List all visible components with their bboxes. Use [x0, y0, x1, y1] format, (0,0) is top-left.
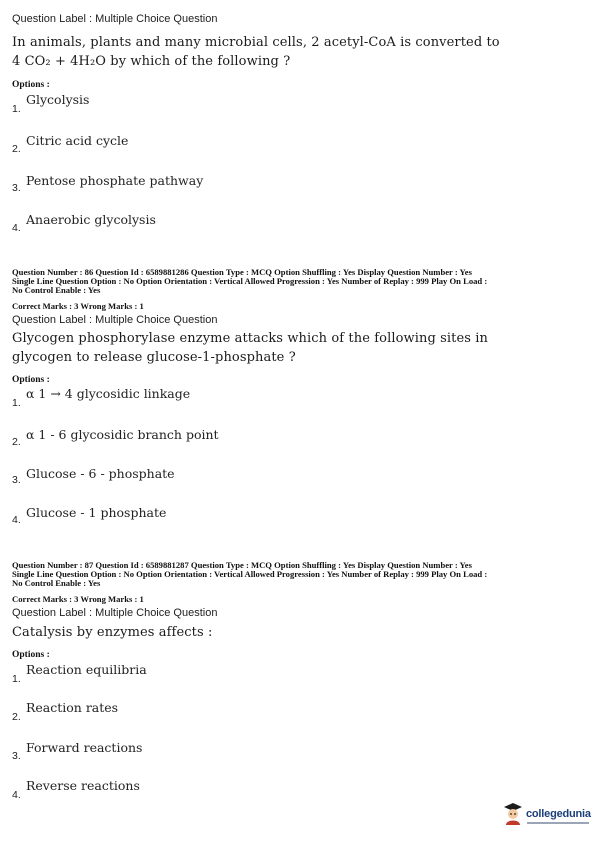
- option-number: 2.: [12, 143, 21, 155]
- question-label: Question Label : Multiple Choice Question: [12, 314, 218, 326]
- question-text-line: Glycogen phosphorylase enzyme attacks which of the following sites in: [12, 331, 489, 346]
- logo-text: collegedunia: [526, 808, 591, 820]
- option-text[interactable]: Pentose phosphate pathway: [26, 173, 204, 188]
- option-number: 2.: [12, 711, 21, 723]
- options-title: Options :: [12, 650, 50, 660]
- question-marks: Correct Marks : 3 Wrong Marks : 1: [12, 594, 144, 604]
- question-label: Question Label : Multiple Choice Question: [12, 13, 218, 25]
- logo-tagline-bar: [527, 822, 589, 824]
- question-meta-line: No Control Enable : Yes: [12, 578, 101, 588]
- option-number: 4.: [12, 514, 21, 526]
- graduate-avatar-icon: [503, 802, 523, 826]
- option-number: 4.: [12, 222, 21, 234]
- question-label: Question Label : Multiple Choice Question: [12, 607, 218, 619]
- option-number: 1.: [12, 673, 21, 685]
- question-meta-line: Single Line Question Option : No Option Orientation : Vertical Allowed Progression : Yes Number of Replay : 999 Play On Load :: [12, 276, 488, 286]
- option-text[interactable]: α 1 → 4 glycosidic linkage: [26, 386, 191, 401]
- option-text[interactable]: Reverse reactions: [26, 778, 140, 793]
- option-number: 1.: [12, 397, 21, 409]
- option-number: 3.: [12, 474, 21, 486]
- question-marks: Correct Marks : 3 Wrong Marks : 1: [12, 301, 144, 311]
- option-text[interactable]: Glucose - 1 phosphate: [26, 505, 167, 520]
- question-text-line: glycogen to release glucose-1-phosphate ?: [12, 350, 296, 365]
- option-text[interactable]: Citric acid cycle: [26, 133, 129, 148]
- option-number: 1.: [12, 103, 21, 115]
- question-meta-line: Question Number : 87 Question Id : 6589881287 Question Type : MCQ Option Shuffling : Yes Display Question Number : Yes: [12, 560, 472, 570]
- option-number: 2.: [12, 436, 21, 448]
- option-number: 3.: [12, 750, 21, 762]
- question-meta-line: No Control Enable : Yes: [12, 285, 101, 295]
- option-text[interactable]: Glucose - 6 - phosphate: [26, 466, 175, 481]
- option-text[interactable]: Reaction equilibria: [26, 662, 147, 677]
- question-meta-line: Single Line Question Option : No Option Orientation : Vertical Allowed Progression : Yes Number of Replay : 999 Play On Load :: [12, 569, 488, 579]
- question-meta-line: Question Number : 86 Question Id : 6589881286 Question Type : MCQ Option Shuffling : Yes Display Question Number : Yes: [12, 267, 472, 277]
- option-text[interactable]: Reaction rates: [26, 700, 119, 715]
- options-title: Options :: [12, 80, 50, 90]
- option-number: 4.: [12, 789, 21, 801]
- question-text-line: Catalysis by enzymes affects :: [12, 625, 213, 640]
- options-title: Options :: [12, 375, 50, 385]
- option-text[interactable]: Anaerobic glycolysis: [26, 212, 156, 227]
- question-text-line: 4 CO₂ + 4H₂O by which of the following ?: [12, 54, 291, 69]
- option-text[interactable]: Glycolysis: [26, 92, 90, 107]
- option-text[interactable]: Forward reactions: [26, 740, 143, 755]
- collegedunia-logo: [500, 800, 592, 832]
- question-text-line: In animals, plants and many microbial cells, 2 acetyl-CoA is converted to: [12, 35, 500, 50]
- option-text[interactable]: α 1 - 6 glycosidic branch point: [26, 427, 219, 442]
- option-number: 3.: [12, 182, 21, 194]
